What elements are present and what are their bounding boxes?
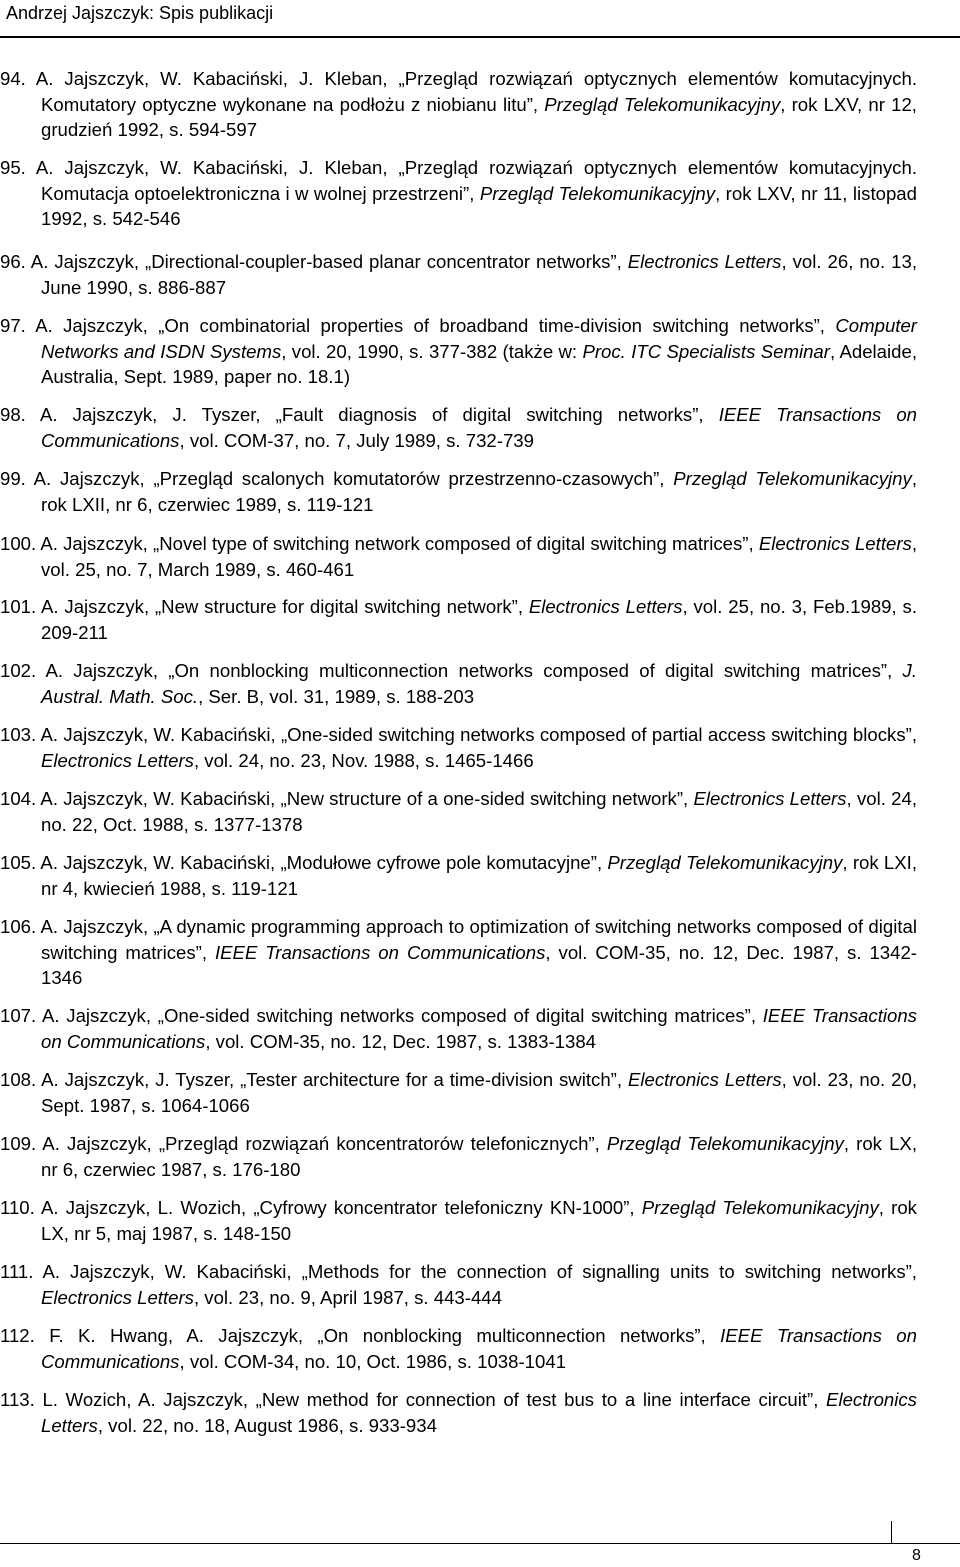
publication-text: A. Jajszczyk, J. Tyszer, „Fault diagnosis of digital switching networks”, <box>39 404 719 425</box>
publication-number: 94. <box>0 68 36 89</box>
publication-number: 104. <box>0 788 41 809</box>
publication-entry <box>0 914 917 991</box>
publication-entry <box>0 1003 917 1054</box>
publication-entry <box>0 1067 917 1118</box>
footer-divider-vertical <box>891 1521 892 1543</box>
publication-entry <box>0 1131 917 1182</box>
publication-number: 101. <box>0 596 41 617</box>
publication-venue: Electronics Letters <box>41 749 194 771</box>
publication-text: , vol. 25, no. 3, Feb.1989, s. 209-211 <box>41 596 917 643</box>
publication-text: A. Jajszczyk, W. Kabaciński, „New structure of a one-sided switching network”, <box>40 788 694 809</box>
header-title: Andrzej Jajszczyk: Spis publikacji <box>6 3 274 23</box>
publication-entry <box>0 66 917 143</box>
publication-venue: Electronics Letters <box>758 533 912 554</box>
publication-text: , vol. 25, no. 7, March 1989, s. 460-461 <box>41 533 917 580</box>
publication-venue: Electronics Letters <box>41 1286 194 1308</box>
publication-text: , vol. 20, 1990, s. 377-382 (także w: <box>281 340 583 362</box>
publication-entry <box>0 722 917 773</box>
publication-text: , vol. 23, no. 20, Sept. 1987, s. 1064-1066 <box>41 1069 917 1116</box>
publication-text: L. Wozich, A. Jajszczyk, „New method for connection of test bus to a line interface circuit”, <box>42 1389 827 1410</box>
publication-text: A. Jajszczyk, „One-sided switching networks composed of digital switching matrices”, <box>41 1005 763 1026</box>
publication-text: A. Jajszczyk, W. Kabaciński, J. Kleban, „Przegląd rozwiązań optycznych elementów komutacyjnych. Komutatory optyczne wykonane na podłożu z niobianu litu”, <box>35 68 917 115</box>
footer-divider <box>0 1543 960 1544</box>
publication-venue: Przegląd Telekomunikacyjny <box>606 1133 844 1154</box>
publication-text: A. Jajszczyk, „Novel type of switching network composed of digital switching matrices”, <box>40 533 759 554</box>
publication-entry <box>0 786 917 837</box>
publication-number: 112. <box>0 1325 50 1346</box>
publication-text: F. K. Hwang, A. Jajszczyk, „On nonblocking multiconnection networks”, <box>49 1325 721 1346</box>
publication-entry <box>0 466 917 517</box>
publication-venue: Electronics Letters <box>627 251 782 272</box>
publication-number: 106. <box>0 916 41 937</box>
publication-text: A. Jajszczyk, W. Kabaciński, „One-sided switching networks composed of partial access switching blocks”, <box>40 724 917 745</box>
publication-entry <box>0 155 917 232</box>
publication-text: , rok LXV, nr 11, listopad 1992, s. 542-546 <box>41 182 917 229</box>
publication-text: A. Jajszczyk, W. Kabaciński, J. Kleban, „Przegląd rozwiązań optycznych elementów komutacyjnych. Komutacja optoelektroniczna i w wolnej przestrzeni”, <box>35 157 917 204</box>
publication-number: 105. <box>0 852 41 873</box>
publication-number: 109. <box>0 1133 43 1154</box>
publication-venue: Przegląd Telekomunikacyjny <box>673 468 912 489</box>
publication-text: A. Jajszczyk, „New structure for digital switching network”, <box>41 596 529 617</box>
publication-venue: IEEE Transactions on Communications <box>41 404 918 451</box>
publication-number: 103. <box>0 724 41 745</box>
publication-venue: Electronics Letters <box>528 596 683 617</box>
publication-entry <box>0 402 917 453</box>
publication-number: 111. <box>0 1261 43 1282</box>
page-number: 8 <box>912 1547 921 1564</box>
publication-text: A. Jajszczyk, „Przegląd scalonych komutatorów przestrzenno-czasowych”, <box>33 468 674 489</box>
publication-text: , vol. 22, no. 18, August 1986, s. 933-934 <box>97 1414 437 1436</box>
publication-text: , vol. 24, no. 22, Oct. 1988, s. 1377-1378 <box>41 788 917 835</box>
publication-venue: Przegląd Telekomunikacyjny <box>479 182 716 204</box>
publication-text: A. Jajszczyk, W. Kabaciński, „Methods for the connection of signalling units to switching networks”, <box>42 1261 917 1282</box>
publication-text: A. Jajszczyk, „On nonblocking multiconnection networks composed of digital switching matrices”, <box>45 660 903 681</box>
publication-venue: IEEE Transactions on Communications <box>214 941 546 963</box>
publication-text: , vol. COM-34, no. 10, Oct. 1986, s. 1038-1041 <box>179 1350 567 1372</box>
publication-number: 95. <box>0 157 36 178</box>
publication-entry <box>0 1259 917 1310</box>
publication-text: A. Jajszczyk, W. Kabaciński, „Modułowe cyfrowe pole komutacyjne”, <box>40 852 608 873</box>
publication-text: A. Jajszczyk, „A dynamic programming approach to optimization of switching networks composed of digital switching matrices”, <box>40 916 917 963</box>
publication-text: A. Jajszczyk, „Directional-coupler-based planar concentrator networks”, <box>30 251 628 272</box>
publication-venue: IEEE Transactions on Communications <box>41 1325 917 1372</box>
publication-number: 113. <box>0 1389 43 1410</box>
publication-venue: Electronics Letters <box>693 788 847 809</box>
publication-entry <box>0 531 917 582</box>
publication-entry <box>0 850 917 901</box>
publication-number: 100. <box>0 533 41 554</box>
publication-entry <box>0 249 917 300</box>
publication-venue: Electronics Letters <box>41 1389 917 1436</box>
publication-number: 110. <box>0 1197 41 1218</box>
page-header <box>0 0 960 36</box>
publication-number: 99. <box>0 468 34 489</box>
publication-text: , vol. 23, no. 9, April 1987, s. 443-444 <box>193 1286 502 1308</box>
publication-text: , vol. COM-37, no. 7, July 1989, s. 732-739 <box>179 429 534 451</box>
publication-text: , vol. 26, no. 13, June 1990, s. 886-887 <box>41 251 917 298</box>
publication-text: , rok LXII, nr 6, czerwiec 1989, s. 119-121 <box>41 468 917 515</box>
publication-venue: Computer Networks and ISDN Systems <box>41 315 917 362</box>
publication-venue: J. Austral. Math. Soc. <box>41 660 917 707</box>
publication-text: A. Jajszczyk, L. Wozich, „Cyfrowy koncentrator telefoniczny KN-1000”, <box>40 1197 642 1218</box>
publication-entry <box>0 658 917 709</box>
publication-text: , vol. 24, no. 23, Nov. 1988, s. 1465-1466 <box>193 749 534 771</box>
publication-venue: Przegląd Telekomunikacyjny <box>544 93 781 115</box>
publication-venue: Proc. ITC Specialists Seminar <box>582 340 830 362</box>
publication-number: 97. <box>0 315 36 336</box>
publication-text: , rok LXI, nr 4, kwiecień 1988, s. 119-121 <box>41 852 917 899</box>
publication-venue: Electronics Letters <box>627 1069 782 1090</box>
publication-text: A. Jajszczyk, „Przegląd rozwiązań koncentratorów telefonicznych”, <box>42 1133 607 1154</box>
publication-entry <box>0 1195 917 1246</box>
publication-venue: IEEE Transactions on Communications <box>41 1005 917 1052</box>
publication-text: , vol. COM-35, no. 12, Dec. 1987, s. 1383-1384 <box>205 1030 597 1052</box>
publication-text: A. Jajszczyk, J. Tyszer, „Tester architecture for a time-division switch”, <box>41 1069 628 1090</box>
publication-number: 96. <box>0 251 31 272</box>
publication-text: , rok LX, nr 6, czerwiec 1987, s. 176-180 <box>41 1133 917 1180</box>
publication-venue: Przegląd Telekomunikacyjny <box>607 852 843 873</box>
publication-text: A. Jajszczyk, „On combinatorial properties of broadband time-division switching networks”, <box>35 315 836 336</box>
publication-number: 102. <box>0 660 46 681</box>
header-divider <box>0 36 960 38</box>
publication-text: , rok LXV, nr 12, grudzień 1992, s. 594-597 <box>41 93 917 140</box>
publication-text: , rok LX, nr 5, maj 1987, s. 148-150 <box>41 1197 917 1244</box>
publication-number: 107. <box>0 1005 42 1026</box>
publication-entry <box>0 313 917 390</box>
publication-entry <box>0 594 917 645</box>
publication-entry <box>0 1387 917 1438</box>
publication-number: 98. <box>0 404 40 425</box>
publication-text: , Ser. B, vol. 31, 1989, s. 188-203 <box>198 685 475 707</box>
publication-number: 108. <box>0 1069 42 1090</box>
publication-venue: Przegląd Telekomunikacyjny <box>641 1197 879 1218</box>
publication-text: , Adelaide, Australia, Sept. 1989, paper no. 18.1) <box>41 340 917 387</box>
publication-text: , vol. COM-35, no. 12, Dec. 1987, s. 1342-1346 <box>41 941 917 988</box>
publication-entry <box>0 1323 917 1374</box>
